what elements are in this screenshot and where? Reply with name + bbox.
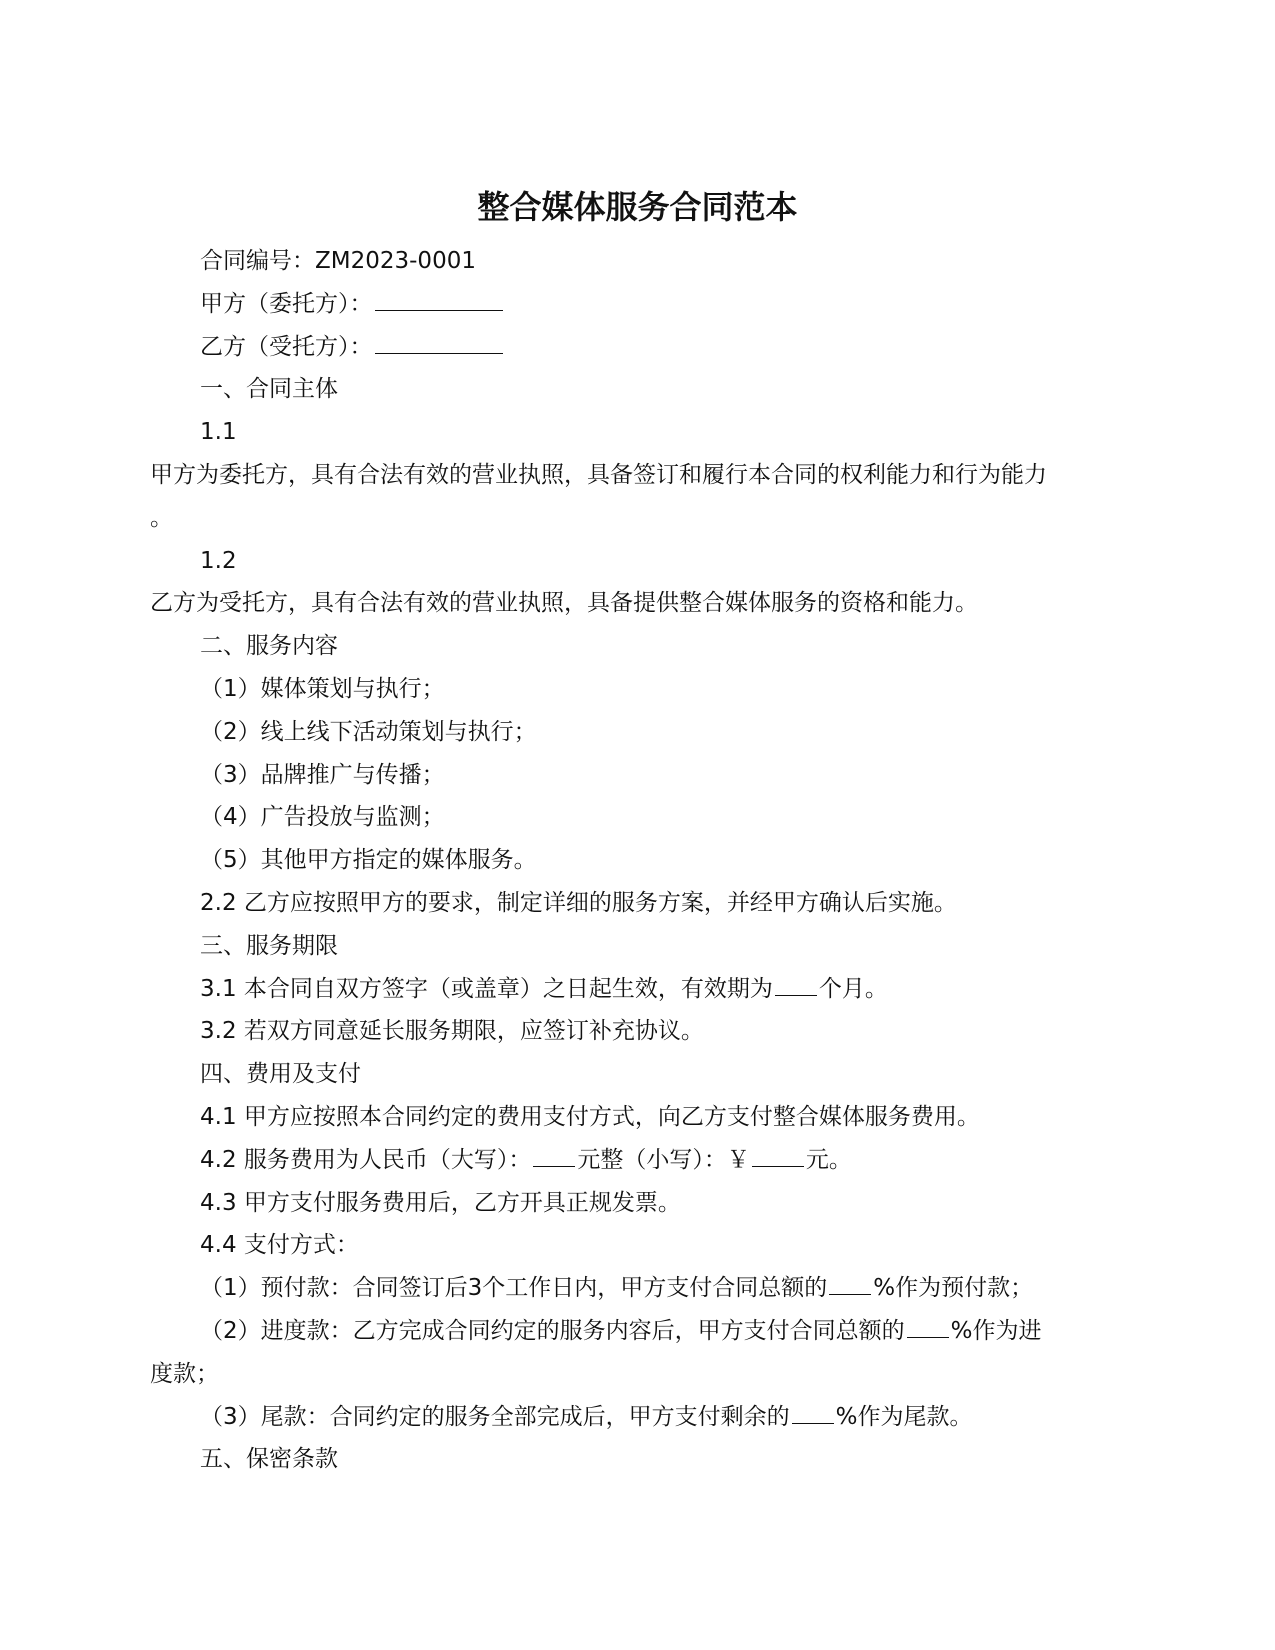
clause-4-2-text-b: 元整（小写）：￥ xyxy=(577,1146,750,1173)
section-2-heading: 二、服务内容 xyxy=(200,633,338,660)
section-1-heading: 一、合同主体 xyxy=(200,376,338,403)
party-b-blank xyxy=(375,331,503,354)
clause-4-3: 4.3 甲方支付服务费用后，乙方开具正规发票。 xyxy=(200,1189,681,1216)
payment-item-3-text-b: %作为尾款。 xyxy=(835,1403,973,1430)
fee-amount-blank xyxy=(752,1144,804,1167)
payment-item-3-text-a: （3）尾款：合同约定的服务全部完成后，甲方支付剩余的 xyxy=(200,1403,790,1430)
party-a-label: 甲方（委托方）： xyxy=(200,290,373,317)
term-months-blank xyxy=(775,973,817,996)
payment-item-1-text-a: （1）预付款：合同签订后3个工作日内，甲方支付合同总额的 xyxy=(200,1275,828,1302)
payment-item-1-text-b: %作为预付款； xyxy=(873,1275,1034,1302)
section-4-heading: 四、费用及支付 xyxy=(200,1061,361,1088)
payment-item-2 xyxy=(150,1310,1125,1353)
clause-4-1: 4.1 甲方应按照本合同约定的费用支付方式，向乙方支付整合媒体服务费用。 xyxy=(200,1103,980,1130)
payment-item-2-continuation: 度款； xyxy=(150,1360,219,1387)
clause-4-4: 4.4 支付方式： xyxy=(200,1232,359,1259)
fee-uppercase-blank xyxy=(533,1144,575,1167)
contract-number: 合同编号：ZM2023-0001 xyxy=(200,248,476,274)
party-b-label: 乙方（受托方）： xyxy=(200,333,373,360)
clause-4-2 xyxy=(150,1139,1125,1182)
document-title: 整合媒体服务合同范本 xyxy=(477,188,798,226)
payment-item-1 xyxy=(150,1267,1125,1310)
section-3-heading: 三、服务期限 xyxy=(200,932,338,959)
document-body xyxy=(150,240,1125,1481)
service-item-5: （5）其他甲方指定的媒体服务。 xyxy=(200,847,537,874)
party-b-line xyxy=(150,326,1125,369)
clause-1-2-number: 1.2 xyxy=(200,547,237,574)
clause-3-1 xyxy=(150,968,1125,1011)
clause-1-1-number: 1.1 xyxy=(200,419,237,446)
service-item-2: （2）线上线下活动策划与执行； xyxy=(200,718,537,745)
prepay-percent-blank xyxy=(829,1272,871,1295)
service-item-3: （3）品牌推广与传播； xyxy=(200,761,445,788)
progress-percent-blank xyxy=(907,1315,949,1338)
payment-item-2-text-a: （2）进度款：乙方完成合同约定的服务内容后，甲方支付合同总额的 xyxy=(200,1317,905,1344)
payment-item-2-text-b: %作为进 xyxy=(950,1317,1042,1344)
clause-3-1-text-b: 个月。 xyxy=(818,975,888,1002)
party-a-line xyxy=(150,283,1125,326)
service-item-4: （4）广告投放与监测； xyxy=(200,804,445,831)
clause-4-2-text-c: 元。 xyxy=(805,1146,852,1173)
final-percent-blank xyxy=(792,1401,834,1424)
service-item-1: （1）媒体策划与执行； xyxy=(200,675,445,702)
clause-1-1-text: 甲方为委托方，具有合法有效的营业执照，具备签订和履行本合同的权利能力和行为能力 xyxy=(150,461,1047,488)
payment-item-3 xyxy=(150,1396,1125,1439)
section-5-heading: 五、保密条款 xyxy=(200,1446,338,1473)
party-a-blank xyxy=(375,288,503,311)
clause-4-2-text-a: 4.2 服务费用为人民币（大写）： xyxy=(200,1146,532,1173)
clause-3-2: 3.2 若双方同意延长服务期限，应签订补充协议。 xyxy=(200,1018,704,1045)
clause-3-1-text-a: 3.1 本合同自双方签字（或盖章）之日起生效，有效期为 xyxy=(200,975,773,1002)
clause-1-1-tail: 。 xyxy=(150,504,173,531)
clause-2-2: 2.2 乙方应按照甲方的要求，制定详细的服务方案，并经甲方确认后实施。 xyxy=(200,889,957,916)
clause-1-2-text: 乙方为受托方，具有合法有效的营业执照，具备提供整合媒体服务的资格和能力。 xyxy=(150,590,978,617)
